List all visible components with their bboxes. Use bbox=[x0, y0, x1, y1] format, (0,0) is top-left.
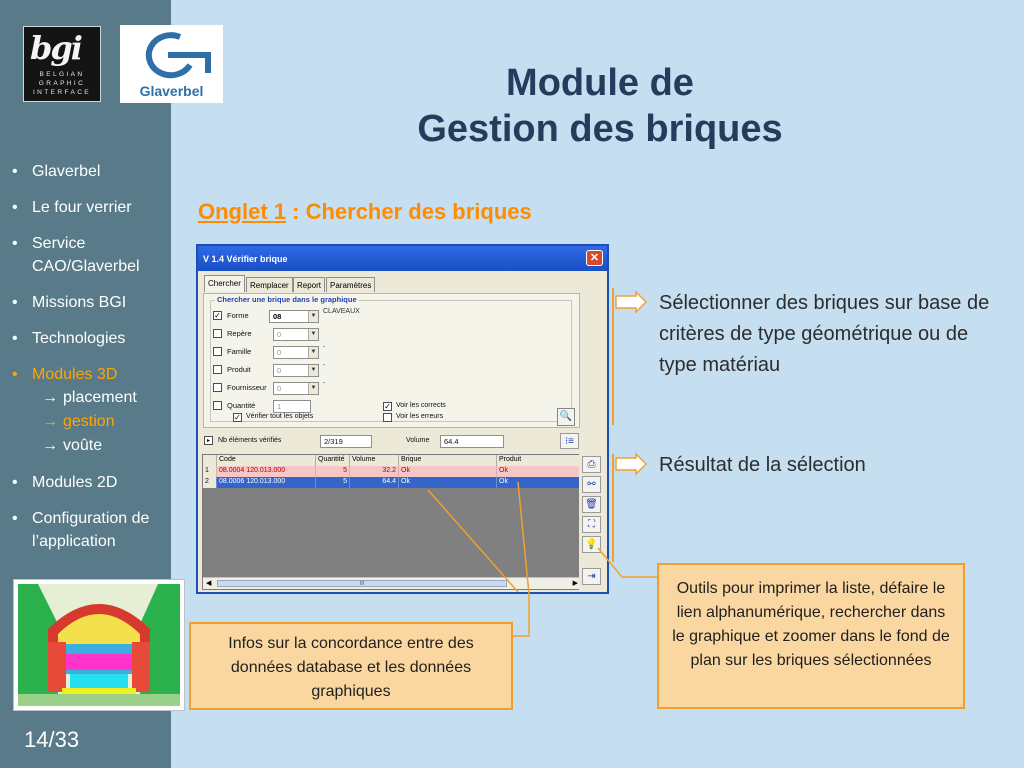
bullet-icon: • bbox=[12, 366, 18, 383]
row-number: 1 bbox=[203, 466, 217, 477]
tab-remplacer[interactable]: Remplacer bbox=[246, 277, 293, 292]
column-header-volume[interactable]: Volume bbox=[350, 455, 399, 466]
forme-value: 08 bbox=[273, 312, 282, 321]
nav-item-four-verrier[interactable] bbox=[10, 196, 170, 219]
slide-title-line-2: Gestion des briques bbox=[417, 108, 783, 150]
nav-item-service-cao[interactable] bbox=[10, 232, 170, 278]
exit-icon[interactable]: ⇥ bbox=[582, 568, 601, 585]
cell-brique: Ok bbox=[399, 466, 497, 477]
produit-label: Produit bbox=[227, 365, 251, 374]
verify-all-label: Vérifier tout les objets bbox=[246, 413, 314, 420]
search-icon[interactable]: 🔍 bbox=[557, 408, 575, 426]
arrow-right-icon bbox=[616, 292, 646, 312]
glaverbel-logo bbox=[120, 25, 223, 103]
chevron-down-icon[interactable]: ▼ bbox=[308, 365, 318, 376]
forme-select[interactable] bbox=[269, 310, 319, 323]
bgi-logo bbox=[23, 26, 101, 102]
cell-volume: 64.4 bbox=[350, 477, 399, 488]
nav-subitem-label: voûte bbox=[63, 437, 103, 454]
cell-brique: Ok bbox=[399, 477, 497, 488]
repere-value: 0 bbox=[277, 330, 282, 339]
grid-corner bbox=[203, 455, 217, 466]
nav-item-configuration[interactable] bbox=[10, 507, 170, 553]
cell-produit: Ok bbox=[497, 466, 581, 477]
nav-item-label: Glaverbel bbox=[32, 163, 101, 180]
nav-item-label: Service CAO/Glaverbel bbox=[32, 235, 140, 275]
nav-subitem-voute[interactable] bbox=[32, 434, 170, 458]
cell-quantite: 5 bbox=[316, 477, 350, 488]
tab-report[interactable]: Report bbox=[293, 277, 325, 292]
cell-produit: Ok bbox=[497, 477, 581, 488]
results-grid bbox=[202, 454, 580, 590]
forme-note: CLAVEAUX bbox=[323, 308, 360, 315]
table-row-selected[interactable] bbox=[203, 477, 581, 488]
page-number: 14/33 bbox=[24, 727, 80, 752]
cell-volume: 32.2 bbox=[350, 466, 399, 477]
nav-item-label: Technologies bbox=[32, 330, 126, 347]
scroll-right-icon[interactable]: ▶ bbox=[572, 580, 578, 587]
sidebar bbox=[0, 0, 204, 768]
unlink-icon[interactable]: ⚯ bbox=[582, 476, 601, 493]
fournisseur-select[interactable] bbox=[273, 382, 319, 395]
bullet-icon: • bbox=[12, 235, 18, 252]
famille-select[interactable] bbox=[273, 346, 319, 359]
arrow-right-icon: → bbox=[42, 413, 58, 430]
row-number: 2 bbox=[203, 477, 217, 488]
bgi-logo-sub-1: BELGIAN bbox=[39, 71, 85, 78]
cell-quantite: 5 bbox=[316, 466, 350, 477]
bullet-icon: • bbox=[12, 510, 18, 527]
connector-info-3 bbox=[513, 594, 529, 636]
nav-subitem-label: gestion bbox=[63, 413, 115, 430]
show-errors-checkbox[interactable] bbox=[383, 413, 392, 422]
quantite-label: Quantité bbox=[227, 401, 256, 410]
zoom-extents-icon[interactable]: ⛶ bbox=[582, 516, 601, 533]
forme-label: Forme bbox=[227, 311, 249, 320]
column-header-quantite[interactable]: Quantité bbox=[316, 455, 350, 466]
count-label: Nb éléments vérifiés bbox=[218, 437, 282, 444]
nav-subitem-gestion[interactable] bbox=[32, 410, 170, 434]
callout-info-concordance: Infos sur la concordance entre des données database et les données graphiques bbox=[189, 622, 513, 710]
arrow-right-icon: → bbox=[42, 389, 58, 406]
chevron-down-icon[interactable]: ▼ bbox=[308, 383, 318, 394]
famille-checkbox[interactable] bbox=[213, 347, 222, 356]
result-infobar bbox=[202, 434, 580, 450]
nav-item-glaverbel[interactable] bbox=[10, 160, 170, 183]
nav-item-label: Le four verrier bbox=[32, 199, 132, 216]
arrow-right-icon: → bbox=[42, 437, 58, 454]
sidebar-nav bbox=[10, 160, 170, 566]
dialog-title: V 1.4 Vérifier brique bbox=[203, 254, 288, 264]
glaverbel-logo-word: Glaverbel bbox=[139, 83, 204, 99]
column-header-produit[interactable]: Produit bbox=[497, 455, 581, 466]
search-group bbox=[210, 295, 572, 422]
nav-item-missions-bgi[interactable] bbox=[10, 291, 170, 314]
close-icon[interactable]: ✕ bbox=[586, 250, 603, 266]
produit-select[interactable] bbox=[273, 364, 319, 377]
horizontal-scrollbar[interactable] bbox=[203, 577, 581, 589]
subtitle-text: : Chercher des briques bbox=[286, 199, 532, 224]
scrollbar-thumb[interactable] bbox=[217, 580, 507, 587]
bullet-icon: • bbox=[12, 163, 18, 180]
bgi-logo-sub-3: INTERFACE bbox=[32, 89, 92, 96]
verify-brick-dialog bbox=[196, 244, 609, 594]
nav-item-label: Modules 2D bbox=[32, 474, 118, 491]
search-panel bbox=[203, 293, 580, 428]
bullet-icon: • bbox=[12, 294, 18, 311]
callout-tools: Outils pour imprimer la liste, défaire le lien alphanumérique, rechercher dans le graphique et zoomer dans le fond de plan sur les briques sélectionnées bbox=[657, 563, 965, 709]
scroll-left-icon[interactable]: ◀ bbox=[206, 580, 212, 587]
furnace-3d-thumbnail bbox=[13, 579, 185, 711]
tab-chercher[interactable]: Chercher bbox=[204, 275, 245, 292]
forme-checkbox[interactable]: ✓ bbox=[214, 311, 221, 320]
quantite-input[interactable] bbox=[273, 400, 311, 413]
column-header-brique[interactable]: Brique bbox=[399, 455, 497, 466]
column-header-code[interactable]: Code bbox=[217, 455, 316, 466]
show-correct-label: Voir les corrects bbox=[396, 402, 446, 409]
famille-note: - bbox=[323, 344, 326, 351]
show-errors-label: Voir les erreurs bbox=[396, 413, 444, 420]
fournisseur-value: 0 bbox=[277, 384, 282, 393]
show-correct-checkbox[interactable]: ✓ bbox=[384, 402, 391, 411]
grid-header bbox=[203, 455, 581, 466]
repere-select[interactable] bbox=[273, 328, 319, 341]
highlight-icon[interactable]: 💡 bbox=[582, 536, 601, 553]
bgi-logo-sub-2: GRAPHIC bbox=[38, 80, 86, 87]
bullet-icon: • bbox=[12, 474, 18, 491]
slide-title-line-1: Module de bbox=[506, 62, 694, 104]
count-field: 2/319 bbox=[320, 435, 372, 448]
fournisseur-label: Fournisseur bbox=[227, 383, 267, 392]
nav-subitem-label: placement bbox=[63, 389, 137, 406]
produit-note: - bbox=[323, 362, 326, 369]
nav-item-label: Modules 3D bbox=[32, 366, 118, 383]
nav-item-modules-3d[interactable] bbox=[10, 363, 170, 458]
delete-icon[interactable]: 🗑 bbox=[582, 496, 601, 513]
nav-item-technologies[interactable] bbox=[10, 327, 170, 350]
glaverbel-logo-icon bbox=[120, 25, 223, 83]
famille-label: Famille bbox=[227, 347, 252, 356]
quantite-checkbox[interactable] bbox=[213, 401, 222, 410]
grid-toolbar bbox=[579, 454, 605, 594]
chevron-down-icon[interactable]: ▼ bbox=[308, 347, 318, 358]
nav-item-label: Configuration de l’application bbox=[32, 510, 150, 550]
nav-subitem-placement[interactable] bbox=[32, 386, 170, 410]
fournisseur-checkbox[interactable] bbox=[213, 383, 222, 392]
famille-value: 0 bbox=[277, 348, 282, 357]
nav-item-label: Missions BGI bbox=[32, 294, 127, 311]
furnace-3d-image bbox=[18, 584, 180, 706]
chevron-down-icon[interactable]: ▼ bbox=[308, 329, 318, 340]
bgi-logo-mark: bgi bbox=[30, 29, 81, 67]
search-group-label: Chercher une brique dans le graphique bbox=[217, 295, 357, 304]
annotation-selection-result: Résultat de la sélection bbox=[659, 454, 866, 476]
repere-checkbox[interactable] bbox=[213, 329, 222, 338]
chevron-down-icon[interactable]: ▼ bbox=[308, 311, 318, 322]
bullet-icon: • bbox=[12, 330, 18, 347]
bullet-icon: • bbox=[12, 199, 18, 216]
annotation-selection-criteria: Sélectionner des briques sur base de critères de type géométrique ou de type matériau bbox=[659, 292, 990, 376]
scrollbar-grip: III bbox=[359, 581, 365, 587]
print-icon[interactable]: ⎙ bbox=[582, 456, 601, 473]
table-row[interactable] bbox=[203, 466, 581, 477]
fournisseur-note: - bbox=[323, 380, 326, 387]
column-settings-icon[interactable]: ⁝≡ bbox=[560, 433, 579, 449]
repere-label: Repère bbox=[227, 329, 252, 338]
slide-title bbox=[340, 60, 860, 152]
quantite-value: 1 bbox=[277, 402, 282, 411]
nav-item-modules-2d[interactable] bbox=[10, 471, 170, 494]
volume-label: Volume bbox=[406, 437, 430, 444]
produit-checkbox[interactable] bbox=[213, 365, 222, 374]
volume-field: 64.4 bbox=[440, 435, 504, 448]
subtitle-tab-link[interactable]: Onglet 1 bbox=[198, 199, 287, 224]
cell-code: 08.0004 120.013.000 bbox=[217, 466, 316, 477]
produit-value: 0 bbox=[277, 366, 282, 375]
tab-parametres[interactable]: Paramètres bbox=[326, 277, 375, 292]
slide-subtitle bbox=[198, 199, 532, 225]
dialog-titlebar[interactable] bbox=[198, 246, 607, 271]
cell-code: 08.0006 120.013.000 bbox=[217, 477, 316, 488]
expand-icon[interactable]: ▸ bbox=[204, 436, 213, 445]
verify-all-checkbox[interactable]: ✓ bbox=[234, 413, 241, 422]
arrow-right-icon bbox=[616, 454, 646, 474]
